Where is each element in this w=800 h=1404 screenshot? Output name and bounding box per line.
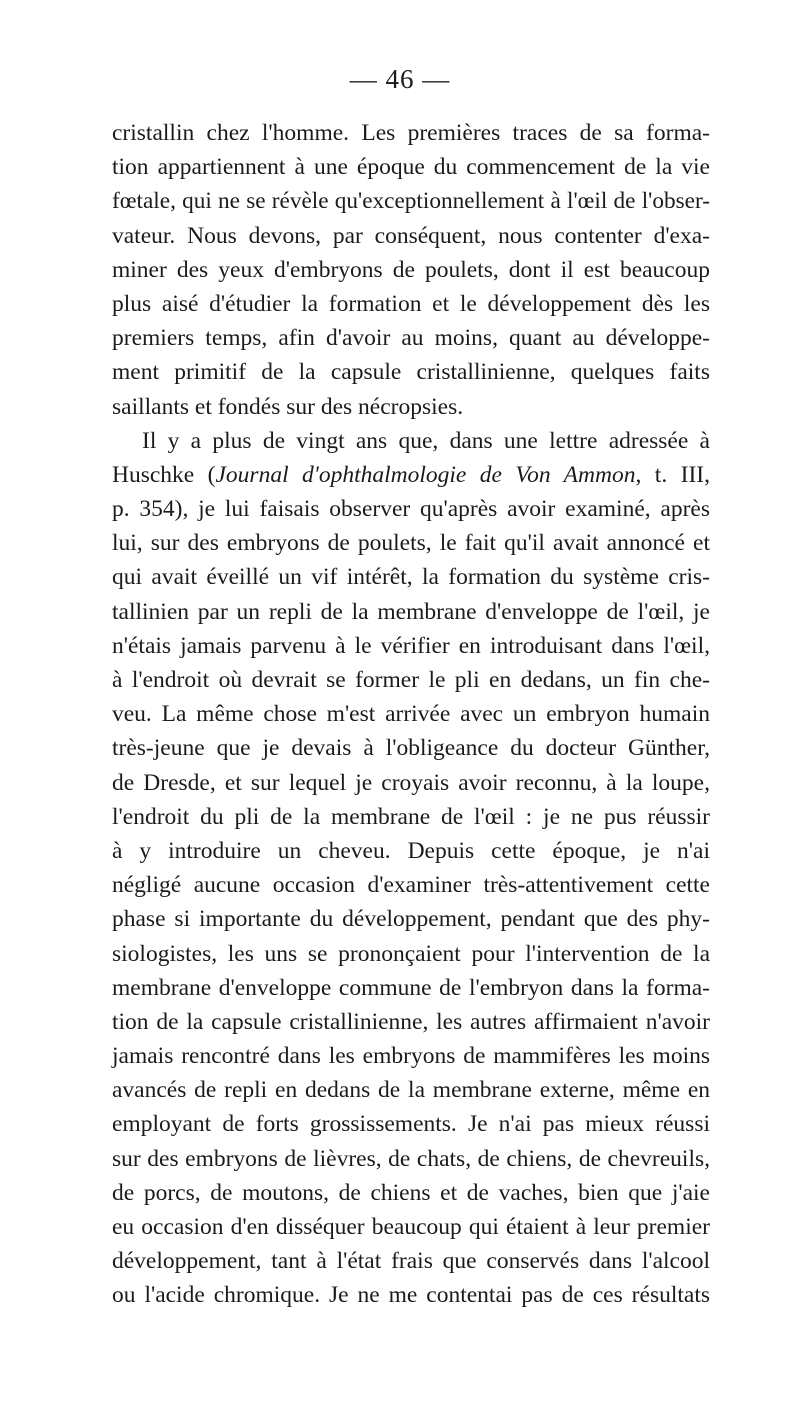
text-segment: Il y a plus de vingt ans que, dans une lettre adressée à [142, 427, 710, 454]
text-line [112, 560, 710, 594]
text-segment: siologistes, les uns se prononçaient pour l'intervention de la [112, 940, 710, 967]
text-segment: employant de forts grossissements. Je n'ai pas mieux réussi [112, 1111, 710, 1138]
text-line [112, 1210, 710, 1244]
page-number: — 46 — [349, 64, 451, 94]
text-segment: de porcs, de moutons, de chiens et de vaches, bien que j'aie [112, 1179, 710, 1206]
body-text [112, 116, 710, 1313]
text-line [112, 116, 710, 150]
text-segment: à y introduire un cheveu. Depuis cette époque, je n'ai [112, 837, 710, 864]
text-segment: tallinien par un repli de la membrane d'enveloppe de l'œil, je [112, 598, 710, 625]
text-segment: sur des embryons de lièvres, de chats, de chiens, de chevreuils, [112, 1145, 710, 1172]
text-line [112, 766, 710, 800]
text-line [112, 937, 710, 971]
text-segment: p. 354), je lui faisais observer qu'après avoir examiné, après [112, 496, 710, 523]
text-segment: , t. III, [635, 461, 710, 488]
text-segment: plus aisé d'étudier la formation et le développement dès les [112, 290, 710, 317]
text-segment: veu. La même chose m'est arrivée avec un embryon humain [112, 701, 710, 728]
text-line [112, 834, 710, 868]
text-line [112, 629, 710, 663]
text-segment: qui avait éveillé un vif intérêt, la formation du système cris- [112, 564, 710, 591]
text-line [112, 1073, 710, 1107]
text-line [112, 800, 710, 834]
text-segment: ou l'acide chromique. Je ne me contentai pas de ces résultats [112, 1282, 710, 1309]
text-segment: Huschke ( [112, 461, 216, 488]
text-line [112, 731, 710, 765]
text-segment: premiers temps, afin d'avoir au moins, quant au développe- [112, 325, 710, 352]
text-line [112, 424, 710, 458]
text-segment: négligé aucune occasion d'examiner très-attentivement cette [112, 872, 710, 899]
text-segment: à l'endroit où devrait se former le pli en dedans, un fin che- [112, 667, 710, 693]
text-line [112, 1039, 710, 1073]
text-line [112, 868, 710, 902]
text-line [112, 1005, 710, 1039]
text-line [112, 526, 710, 560]
text-line [112, 287, 710, 321]
text-segment: développement, tant à l'état frais que conservés dans l'alcool [112, 1248, 710, 1275]
text-segment: miner des yeux d'embryons de poulets, dont il est beaucoup [112, 256, 710, 283]
text-line [112, 253, 710, 287]
text-line [112, 355, 710, 389]
text-segment: vateur. Nous devons, par conséquent, nous contenter d'exa- [112, 222, 710, 249]
text-line [112, 1244, 710, 1278]
text-line [112, 219, 710, 253]
text-line [112, 595, 710, 629]
text-segment: cristallin chez l'homme. Les premières traces de sa forma- [112, 120, 710, 146]
text-segment: saillants et fondés sur des nécropsies. [112, 393, 464, 420]
text-line [112, 971, 710, 1005]
text-line [112, 902, 710, 936]
text-line [112, 458, 710, 492]
text-segment: membrane d'enveloppe commune de l'embryon dans la forma- [112, 974, 710, 1001]
text-line [112, 1142, 710, 1176]
text-segment: jamais rencontré dans les embryons de mammifères les moins [112, 1043, 710, 1070]
text-segment: l'endroit du pli de la membrane de l'œil : je ne pus réussir [112, 803, 710, 830]
text-segment: ment primitif de la capsule cristallinienne, quelques faits [112, 359, 710, 386]
italic-citation: Journal d'ophthalmologie de Von Ammon [215, 461, 636, 488]
text-segment: n'étais jamais parvenu à le vérifier en introduisant dans l'œil, [112, 632, 710, 659]
text-segment: eu occasion d'en disséquer beaucoup qui étaient à leur premier [112, 1214, 710, 1240]
text-line [112, 1278, 710, 1312]
text-line [112, 184, 710, 218]
text-line [112, 492, 710, 526]
text-segment: phase si importante du développement, pendant que des phy- [112, 906, 710, 933]
text-segment: de Dresde, et sur lequel je croyais avoir reconnu, à la loupe, [112, 769, 710, 796]
text-segment: lui, sur des embryons de poulets, le fait qu'il avait annoncé et [112, 530, 710, 557]
text-line [112, 390, 710, 424]
text-segment: tion appartiennent à une époque du commencement de la vie [112, 154, 710, 181]
text-line [112, 697, 710, 731]
text-segment: très-jeune que je devais à l'obligeance du docteur Günther, [112, 735, 710, 762]
text-line [112, 1176, 710, 1210]
text-line [112, 663, 710, 697]
text-segment: tion de la capsule cristallinienne, les autres affirmaient n'avoir [112, 1008, 710, 1035]
text-segment: avancés de repli en dedans de la membrane externe, même en [112, 1077, 710, 1104]
text-line [112, 150, 710, 184]
text-line [112, 1107, 710, 1141]
text-line [112, 321, 710, 355]
text-segment: fœtale, qui ne se révèle qu'exceptionnellement à l'œil de l'obser- [112, 188, 710, 215]
